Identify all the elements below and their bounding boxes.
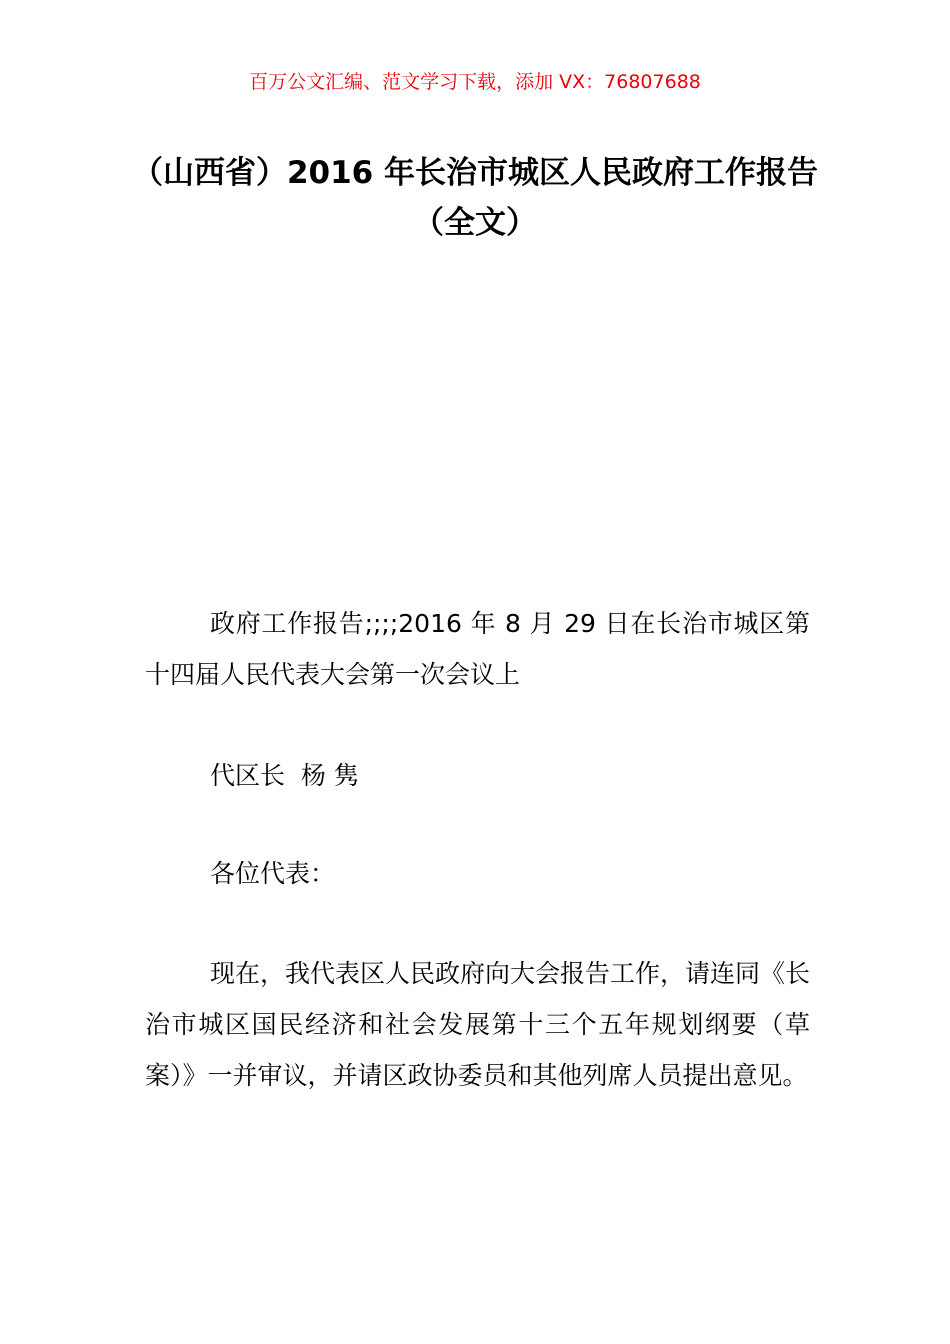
paragraph-opening: 现在，我代表区人民政府向大会报告工作，请连同《长治市城区国民经济和社会发展第十三个五年规划纲要（草案）》一并审议，并请区政协委员和其他列席人员提出意见。 (145, 959, 811, 1090)
header-banner: 百万公文汇编、范文学习下载，添加 VX：76807688 (249, 71, 701, 93)
paragraph-report-info: 政府工作报告;;;;2016 年 8 月 29 日在长治市城区第十四届人民代表大会第一次会议上 (145, 609, 810, 689)
document-title: （山西省）2016 年长治市城区人民政府工作报告（全文） (131, 155, 819, 241)
paragraph-salutation: 各位代表： (210, 859, 336, 888)
paragraph-speaker: 代区长 杨 隽 (210, 761, 359, 790)
